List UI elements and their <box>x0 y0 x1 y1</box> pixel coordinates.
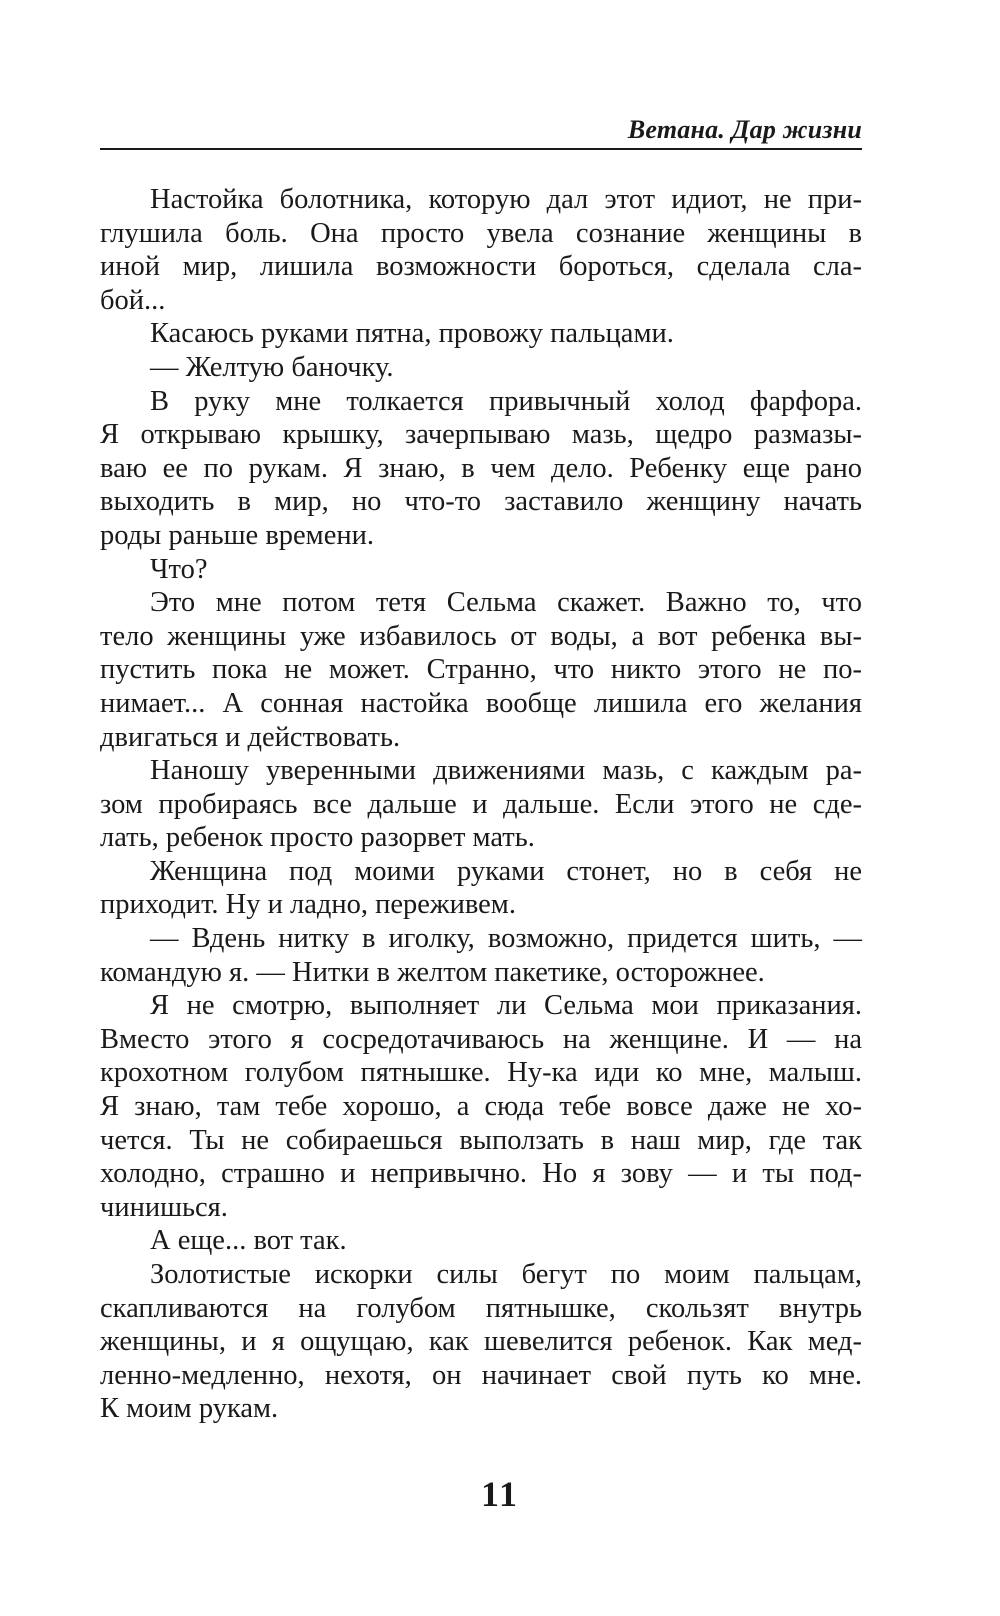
text-line: В руку мне толкается привычный холод фарфора. <box>150 385 862 417</box>
text-line: ваю ее по рукам. Я знаю, в чем дело. Ребенку еще рано <box>100 452 862 484</box>
text-line: Я открываю крышку, зачерпываю мазь, щедро размазы- <box>100 419 862 451</box>
text-line: — Желтую баночку. <box>150 351 394 383</box>
text-line: двигаться и действовать. <box>100 721 401 753</box>
running-header-title: Ветана. Дар жизни <box>627 115 862 144</box>
text-line: Золотистые искорки силы бегут по моим пальцам, <box>150 1259 862 1290</box>
text-line: А еще... вот так. <box>150 1225 347 1257</box>
text-line: Настойка болотника, которую дал этот идиот, не при- <box>150 184 862 215</box>
text-line: иной мир, лишила возможности бороться, сделала сла- <box>100 251 862 283</box>
text-line: Я не смотрю, выполняет ли Сельма мои приказания. <box>150 990 862 1022</box>
text-line: холодно, страшно и непривычно. Но я зову — и ты под- <box>100 1158 862 1190</box>
text-line: бой... <box>100 284 166 316</box>
text-line: Касаюсь руками пятна, провожу пальцами. <box>150 318 674 350</box>
text-line: тело женщины уже избавилось от воды, а вот ребенка вы- <box>100 620 862 652</box>
text-line: роды раньше времени. <box>100 519 374 551</box>
text-line: Вместо этого я сосредотачиваюсь на женщине. И — на <box>100 1023 862 1055</box>
text-line: глушила боль. Она просто увела сознание женщины в <box>100 217 862 249</box>
text-line: Наношу уверенными движениями мазь, с каждым ра- <box>150 755 862 787</box>
text-line: скапливаются на голубом пятнышке, скользят внутрь <box>100 1292 862 1324</box>
text-line: Что? <box>150 553 208 585</box>
text-line: лать, ребенок просто разорвет мать. <box>100 822 535 854</box>
text-line: — Вдень нитку в иголку, возможно, придется шить, — <box>150 923 862 955</box>
body-text <box>100 183 862 1426</box>
text-line: К моим рукам. <box>100 1393 279 1425</box>
text-line: пустить пока не может. Странно, что никто этого не по- <box>100 654 862 686</box>
text-line: Это мне потом тетя Сельма скажет. Важно то, что <box>150 587 862 619</box>
text-line: выходить в мир, но что-то заставило женщину начать <box>100 486 862 518</box>
text-line: Я знаю, там тебе хорошо, а сюда тебе вовсе даже не хо- <box>100 1091 862 1123</box>
text-line: крохотном голубом пятнышке. Ну-ка иди ко мне, малыш. <box>100 1057 862 1089</box>
text-line: нимает... А сонная настойка вообще лишила его желания <box>100 687 862 719</box>
text-line: приходит. Ну и ладно, переживем. <box>100 889 516 921</box>
header-divider <box>100 148 862 150</box>
text-line: командую я. — Нитки в желтом пакетике, осторожнее. <box>100 956 765 988</box>
text-line: зом пробираясь все дальше и дальше. Если этого не сде- <box>100 788 862 820</box>
text-line: чинишься. <box>100 1191 228 1223</box>
text-line: женщины, и я ощущаю, как шевелится ребенок. Как мед- <box>100 1326 862 1358</box>
page-number: 11 <box>480 1474 519 1514</box>
text-line: ленно-медленно, нехотя, он начинает свой путь ко мне. <box>100 1359 862 1391</box>
text-line: чется. Ты не собираешься выползать в наш мир, где так <box>100 1124 862 1156</box>
text-line: Женщина под моими руками стонет, но в себя не <box>150 855 862 887</box>
